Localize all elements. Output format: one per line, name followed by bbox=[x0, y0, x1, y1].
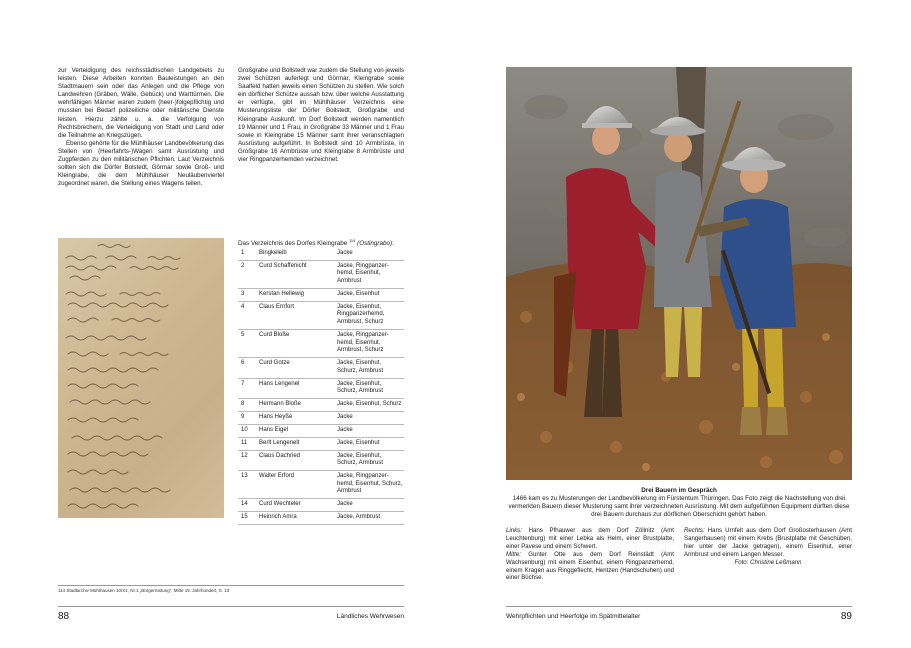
caption-rechts-text: Hans Urnfelt aus dem Dorf Großosterhausen (Amt Sangerhausen) mit einem Krebs (Brustplatte mit Geschüben, hier unter der Jacke getragen), einem Eisenhut, einer Armbrust und einem Langen Messer. bbox=[684, 527, 852, 558]
row-name: Hans Lengenel bbox=[258, 378, 336, 398]
table-caption bbox=[238, 238, 408, 247]
table-row bbox=[238, 512, 404, 525]
table-row bbox=[238, 424, 404, 437]
row-equipment: Jacke bbox=[336, 499, 404, 512]
row-number: 6 bbox=[238, 358, 258, 378]
row-number: 15 bbox=[238, 512, 258, 525]
table-row bbox=[238, 450, 404, 470]
caption-label-mitte: Mitte: bbox=[506, 550, 521, 558]
table-row bbox=[238, 398, 404, 411]
table-caption-colon: : bbox=[392, 240, 394, 248]
reenactors-photo bbox=[506, 67, 852, 480]
row-number: 2 bbox=[238, 260, 258, 288]
caption-label-rechts: Rechts: bbox=[684, 527, 705, 534]
table-row bbox=[238, 301, 404, 329]
row-equipment: Jacke bbox=[336, 248, 404, 260]
row-name: Curd Gotze bbox=[258, 358, 336, 378]
caption-body: 1466 kam es zu Musterungen der Landbevölkerung im Fürstentum Thüringen. Das Foto zeigt die Nachstellung von drei vermerkten Bauern dieser Musterung samt ihrer verzeichneten Ausrüstung. Mit dem aufgeführten Equipment dürften diese drei Bauern durchaus zur dörflichen Oberschicht gehört haben. bbox=[508, 494, 850, 518]
row-number: 13 bbox=[238, 471, 258, 499]
table-row bbox=[238, 248, 404, 260]
row-equipment: Jacke, Ringpanzer-hemd, Eisenhut, Schurz, Armbrust bbox=[336, 471, 404, 499]
row-number: 7 bbox=[238, 378, 258, 398]
row-equipment: Jacke, Eisenhut bbox=[336, 437, 404, 450]
row-equipment: Jacke, Eisenhut, Schurz bbox=[336, 398, 404, 411]
running-head: Wehrpflichten und Heerfolge im Spätmittelalter bbox=[506, 613, 641, 620]
caption-title: Drei Bauern im Gespräch bbox=[641, 487, 717, 494]
caption-right-column bbox=[684, 527, 852, 567]
caption-left-column bbox=[506, 527, 674, 582]
paragraph: Großgrabe und Bollstedt war zudem die Stellung von jeweils zwei Schützen auferlegt und Görmar, Kleingrabe sowie Saalfeld hatten jeweils einen Schützen zu stellen. Wie solch ein dörflicher Schütze aussah bzw. über welche Ausstattung er verfügte, gibt im Mühlhäuser Verzeichnis eine Musterungsliste der Dörfer Bollstedt, Großgrabe und Kleingrabe Auskunft. Im Dorf Bollstedt werden namentlich 19 Männer und 1 Frau, in Großgrabe 33 Männer und 1 Frau sowie in Kleingrabe 15 Männer samt ihrer veranschlagten Ausrüstung aufgeführt. In Bollstedt sind 10 Armbrüste, in Großgrabe 16 Armbrüste und Kleingrabe 8 Armbrüste und vier Ringpanzerhemden verzeichnet. bbox=[238, 67, 404, 164]
paragraph: zur Verteidigung des reichsstädtischen Landgebiets zu leisten. Diese Arbeiten konnten Bauleistungen an den Stadtmauern sein oder das Anlegen und die Pflege von Landwehren (Gräben, Wälle, Gebück) und Warttürmen. Die wehrfähigen Männer waren zudem (heer-)folgepflichtig und mussten bei Bedarf polizeiliche oder militärische Dienste leisten. Hierzu zählte u. a. die Verfolgung von Rechtsbrechern, die Verteidigung von Stadt und Land oder die Teilnahme an Kriegszügen. bbox=[58, 67, 224, 139]
row-number: 8 bbox=[238, 398, 258, 411]
row-name: Curd Bloße bbox=[258, 329, 336, 357]
row-equipment: Jacke, Ringpanzer-hemd, Eisenhut, Armbrust, Schurz bbox=[336, 329, 404, 357]
row-equipment: Jacke, Eisenhut, Schurz, Armbrust bbox=[336, 358, 404, 378]
table-row bbox=[238, 437, 404, 450]
row-number: 4 bbox=[238, 301, 258, 329]
manuscript-handwriting bbox=[58, 238, 224, 518]
row-equipment: Jacke bbox=[336, 411, 404, 424]
row-equipment: Jacke bbox=[336, 424, 404, 437]
running-head: Ländliches Wehrwesen bbox=[336, 613, 404, 620]
row-name: Heinrich Amra bbox=[258, 512, 336, 525]
row-name: Claus Dachried bbox=[258, 450, 336, 470]
table-row bbox=[238, 358, 404, 378]
row-equipment: Jacke, Eisenhut bbox=[336, 288, 404, 301]
muster-list-table bbox=[238, 248, 404, 525]
row-number: 11 bbox=[238, 437, 258, 450]
right-column-text bbox=[238, 67, 404, 164]
row-equipment: Jacke, Ringpanzer-hemd, Eisenhut, Armbrust bbox=[336, 260, 404, 288]
table-row bbox=[238, 411, 404, 424]
row-number: 3 bbox=[238, 288, 258, 301]
row-name: Claus Ernfort bbox=[258, 301, 336, 329]
row-number: 12 bbox=[238, 450, 258, 470]
row-name: Hermann Bloße bbox=[258, 398, 336, 411]
footnote-ref: 114 bbox=[348, 238, 356, 243]
footer-right bbox=[506, 606, 852, 625]
caption-label-links: Links: bbox=[506, 527, 522, 534]
row-name: Hans Heyße bbox=[258, 411, 336, 424]
manuscript-image bbox=[58, 238, 224, 518]
row-number: 10 bbox=[238, 424, 258, 437]
row-equipment: Jacke, Eisenhut, Schurz, Armbrust bbox=[336, 378, 404, 398]
photo-illustration bbox=[506, 67, 852, 480]
row-name: Berlt Lengenelt bbox=[258, 437, 336, 450]
table-caption-place: (Ostingrabo) bbox=[357, 240, 393, 248]
left-column-text bbox=[58, 67, 224, 188]
row-number: 5 bbox=[238, 329, 258, 357]
row-number: 9 bbox=[238, 411, 258, 424]
row-name: Curd Schaffenicht bbox=[258, 260, 336, 288]
row-equipment: Jacke, Eisenhut, Ringpanzerhemd, Armbrust, Schurz bbox=[336, 301, 404, 329]
caption-mitte-text: Gunter Otte aus dem Dorf Reinstädt (Amt Wachsenburg) mit einem Eisenhut, einem Ringpanzerhemd, einem Kragen aus Ringgeflecht, Hentzen (Handschuhen) und einer Büchse. bbox=[506, 550, 674, 582]
table-row bbox=[238, 329, 404, 357]
table-row bbox=[238, 260, 404, 288]
table-row bbox=[238, 499, 404, 512]
table-row bbox=[238, 378, 404, 398]
row-number: 1 bbox=[238, 248, 258, 260]
row-equipment: Jacke, Armbrust bbox=[336, 512, 404, 525]
table-row bbox=[238, 288, 404, 301]
row-number: 14 bbox=[238, 499, 258, 512]
photo-caption bbox=[506, 487, 852, 582]
page-number: 89 bbox=[840, 611, 852, 622]
caption-links-text: Hans Pfhauwer aus dem Dorf Zöllnitz (Amt Leuchtenburg) mit einer Lebka als Helm, einer Brustplatte, einer Pavese und einem Schwert. bbox=[506, 527, 674, 550]
row-name: Curd Wechteler bbox=[258, 499, 336, 512]
paragraph: Ebenso gehörte für die Mühlhäuser Landbevölkerung das Stellen von (Heerfahrts-)Wagen samt Ausrüstung und Zugpferden zu den militärischen Pflichten. Laut Verzeichnis sollten sich die Dörfer Bolstedt, Görmar sowie Groß- und Kleingrabe, die dem Mühlhäuser Neuläubenviertel zugeordnet waren, die Stellung eines Wagens teilen. bbox=[58, 139, 224, 188]
table-row bbox=[238, 471, 404, 499]
photo-credit: Foto: Christine Leßmann bbox=[734, 558, 802, 566]
row-equipment: Jacke, Eisenhut, Schurz, Armbrust bbox=[336, 450, 404, 470]
page-number: 88 bbox=[58, 611, 70, 622]
row-name: Kerstan Hellewig bbox=[258, 288, 336, 301]
row-name: Bingkeleib bbox=[258, 248, 336, 260]
footer-left bbox=[58, 606, 404, 625]
row-name: Hans Eigel bbox=[258, 424, 336, 437]
row-name: Walter Erford bbox=[258, 471, 336, 499]
table-caption-text: Das Verzeichnis des Dorfes Kleingrabe bbox=[238, 240, 348, 248]
footnote: 114 Stadtarchiv Mühlhausen 10/X1, Nr.1 „Bürgerrüstung“, Mitte 15. Jahrhundert, S. 13 bbox=[58, 585, 404, 593]
